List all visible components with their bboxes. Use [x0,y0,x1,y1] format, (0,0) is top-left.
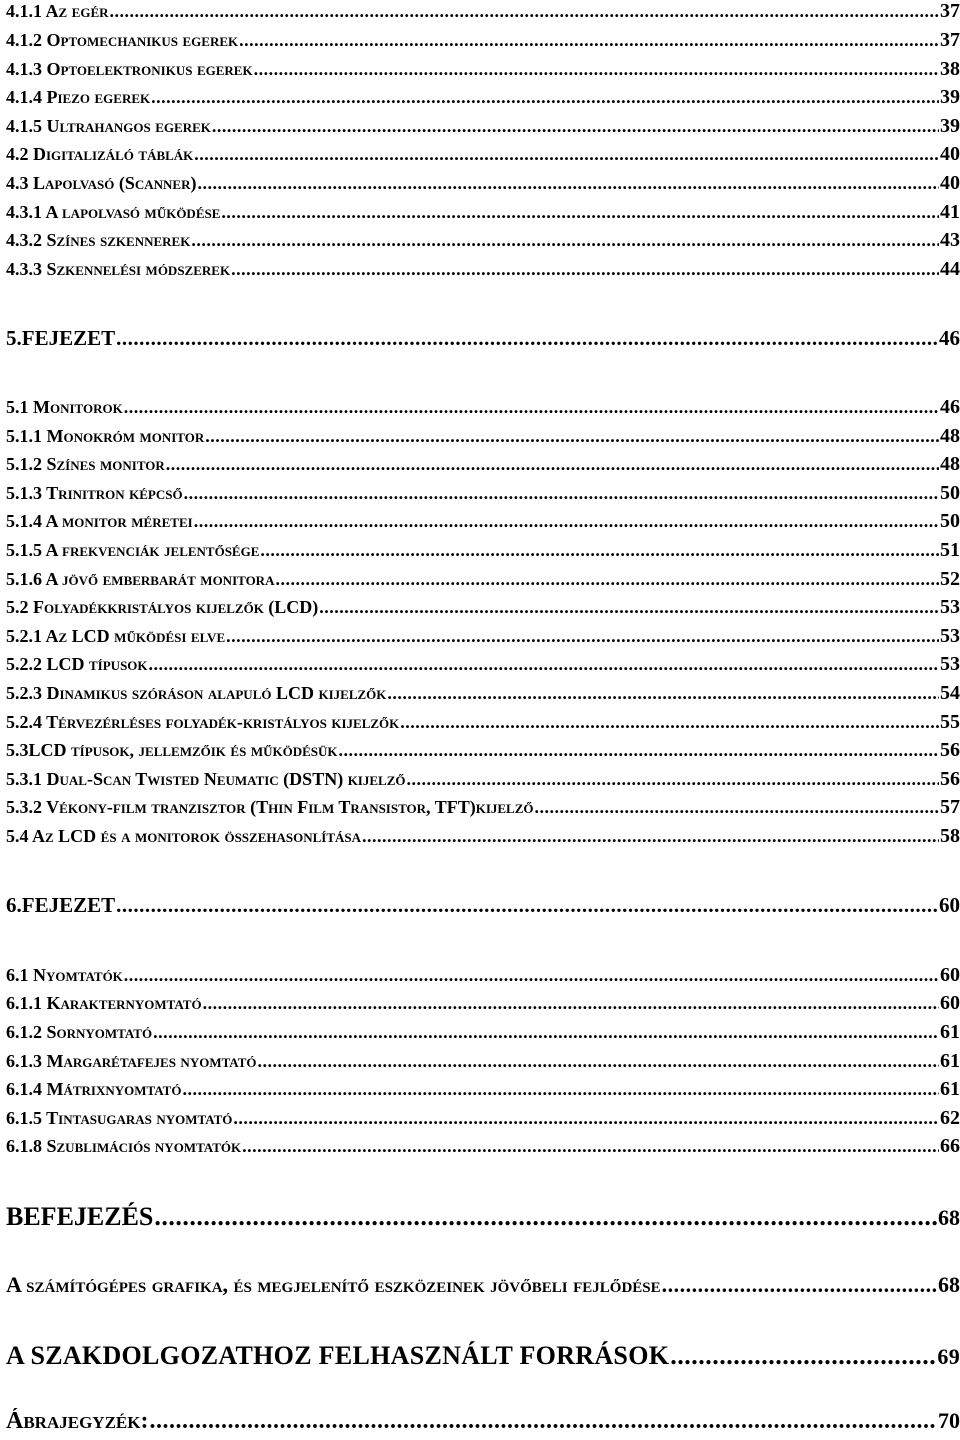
toc-entry-title: 5.1 Monitorok [6,397,123,417]
toc-entry-page: 46 [939,326,960,350]
toc-entry[interactable] [6,482,960,505]
toc-entry-title: 6.1.3 Margarétafejes nyomtató [6,1051,257,1071]
dot-leader [406,769,939,790]
toc-entry-title: 6.1.5 Tintasugaras nyomtató [6,1108,233,1128]
toc-entry-page: 41 [940,201,960,223]
toc-entry-page: 43 [940,229,960,251]
toc-entry-page: 40 [940,143,960,165]
toc-entry-title: 4.1.1 Az egér [6,1,109,21]
toc-entry-title: 4.1.2 Optomechanikus egerek [6,30,239,50]
toc-entry-title: 5.2.2 LCD típusok [6,654,148,674]
dot-leader [362,826,939,847]
toc-entry[interactable] [6,0,960,23]
dot-leader [116,893,938,918]
dot-leader [233,1108,939,1129]
toc-entry-title: 6.1.4 Mátrixnyomtató [6,1079,182,1099]
toc-entry-title: 5.FEJEZET [6,326,116,350]
dot-leader [670,1341,936,1371]
toc-entry[interactable] [6,115,960,138]
toc-entry-title: 5.3LCD típusok, jellemzőik és működésük [6,740,338,760]
toc-entry-page: 61 [940,1021,960,1043]
toc-entry[interactable] [6,568,960,591]
dot-leader [260,540,939,561]
toc-entry-title: 6.1.2 Sornyomtató [6,1022,153,1042]
dot-leader [191,230,939,251]
dot-leader [400,712,939,733]
toc-entry-page: 37 [940,29,960,51]
toc-entry-title: 4.3 Lapolvasó (Scanner) [6,173,197,193]
toc-entry[interactable] [6,992,960,1015]
dot-leader [203,993,939,1014]
toc-entry[interactable] [6,739,960,762]
dot-leader [154,1202,937,1232]
toc-entry[interactable] [6,229,960,252]
toc-entry-title: 6.1 Nyomtatók [6,965,123,985]
toc-chapter-entry[interactable] [6,893,960,918]
toc-entry-title: A számítógépes grafika, és megjelenítő eszközeinek jövőbeli fejlődése [6,1272,661,1297]
toc-entry-title: Ábrajegyzék: [6,1408,149,1434]
toc-entry-page: 66 [940,1135,960,1157]
toc-entry-title: 5.1.6 A jövő emberbarát monitora [6,569,275,589]
toc-entry-page: 68 [938,1205,960,1230]
toc-entry[interactable] [6,425,960,448]
toc-entry-page: 39 [940,86,960,108]
toc-entry[interactable] [6,1107,960,1130]
toc-entry-page: 48 [940,453,960,475]
toc-major-entry[interactable] [6,1272,960,1298]
toc-entry[interactable] [6,682,960,705]
toc-entry-page: 58 [940,825,960,847]
dot-leader [275,569,939,590]
toc-entry[interactable] [6,768,960,791]
toc-entry-page: 48 [940,425,960,447]
toc-entry-page: 37 [940,0,960,22]
toc-entry-title: A SZAKDOLGOZATHOZ FELHASZNÁLT FORRÁSOK [6,1341,670,1370]
toc-entry[interactable] [6,58,960,81]
toc-entry-page: 57 [940,796,960,818]
toc-entry-page: 55 [940,711,960,733]
toc-entry-page: 46 [940,396,960,418]
dot-leader [339,740,940,761]
toc-entry-title: BEFEJEZÉS [6,1202,154,1231]
toc-entry-title: 5.2.3 Dinamikus szóráson alapuló LCD kijelzők [6,683,387,703]
toc-entry-page: 61 [940,1078,960,1100]
toc-entry-title: 5.1.3 Trinitron képcső [6,483,183,503]
toc-entry-title: 5.3.1 Dual-Scan Twisted Neumatic (DSTN) kijelző [6,769,406,789]
toc-entry-title: 5.2.4 Térvezérléses folyadék-kristályos kijelzők [6,712,400,732]
toc-entry-title: 4.3.3 Szkennelési módszerek [6,259,231,279]
dot-leader [124,965,939,986]
toc-entry-page: 60 [940,992,960,1014]
dot-leader [258,1051,939,1072]
dot-leader [221,202,939,223]
toc-entry-page: 62 [940,1107,960,1129]
toc-entry[interactable] [6,172,960,195]
dot-leader [124,397,939,418]
dot-leader [231,259,939,280]
toc-entry-title: 4.1.5 Ultrahangos egerek [6,116,211,136]
toc-major-entry[interactable] [6,1408,960,1435]
toc-entry-page: 38 [940,58,960,80]
toc-entry[interactable] [6,625,960,648]
toc-entry[interactable] [6,29,960,52]
dot-leader [182,1079,939,1100]
dot-leader [149,1408,937,1435]
toc-entry[interactable] [6,1021,960,1044]
toc-major-entry[interactable] [6,1341,960,1371]
toc-entry-page: 69 [937,1344,960,1369]
toc-entry-title: 5.2.1 Az LCD működési elve [6,626,226,646]
dot-leader [149,654,939,675]
toc-entry[interactable] [6,1050,960,1073]
toc-entry[interactable] [6,964,960,987]
dot-leader [212,116,939,137]
toc-entry[interactable] [6,258,960,281]
toc-entry-title: 5.1.2 Színes monitor [6,454,165,474]
toc-entry-page: 53 [940,625,960,647]
toc-entry-title: 4.3.2 Színes szkennerek [6,230,191,250]
toc-entry[interactable] [6,539,960,562]
toc-entry[interactable] [6,396,960,419]
toc-entry[interactable] [6,825,960,848]
dot-leader [319,597,939,618]
toc-entry[interactable] [6,510,960,533]
dot-leader [662,1272,937,1298]
toc-entry-page: 68 [938,1272,960,1297]
toc-entry-page: 50 [940,510,960,532]
toc-entry[interactable] [6,86,960,109]
dot-leader [205,426,939,447]
dot-leader [166,454,939,475]
toc-entry-page: 56 [940,768,960,790]
dot-leader [535,797,939,818]
toc-entry[interactable] [6,453,960,476]
toc-entry-title: 4.1.3 Optoelektronikus egerek [6,59,253,79]
toc-entry-title: 5.1.1 Monokróm monitor [6,426,205,446]
dot-leader [153,1022,939,1043]
toc-entry-title: 6.FEJEZET [6,893,116,917]
dot-leader [194,144,939,165]
toc-entry-title: 4.3.1 A lapolvasó működése [6,202,221,222]
toc-entry-page: 70 [938,1408,960,1433]
toc-entry-title: 5.4 Az LCD és a monitorok összehasonlítása [6,826,362,846]
toc-entry-page: 61 [940,1050,960,1072]
toc-entry[interactable] [6,1135,960,1158]
toc-entry-page: 52 [940,568,960,590]
dot-leader [110,1,939,22]
toc-entry-title: 5.2 Folyadékkristályos kijelzők (LCD) [6,597,319,617]
dot-leader [242,1136,939,1157]
dot-leader [194,511,939,532]
toc-entry-title: 6.1.8 Szublimációs nyomtatók [6,1136,242,1156]
toc-entry-page: 53 [940,596,960,618]
toc-entry-page: 60 [939,893,960,917]
toc-entry[interactable] [6,711,960,734]
toc-entry-title: 4.2 Digitalizáló táblák [6,144,194,164]
toc-entry[interactable] [6,201,960,224]
dot-leader [116,326,938,351]
toc-entry-title: 5.1.5 A frekvenciák jelentősége [6,540,260,560]
toc-entry-page: 51 [940,539,960,561]
toc-entry-page: 60 [940,964,960,986]
toc-entry-page: 54 [940,682,960,704]
toc-major-entry[interactable] [6,1202,960,1232]
dot-leader [239,30,939,51]
toc-entry-page: 40 [940,172,960,194]
toc-entry[interactable] [6,1078,960,1101]
toc-entry[interactable] [6,143,960,166]
toc-entry-title: 5.3.2 Vékony-film tranzisztor (Thin Film Transistor, TFT)kijelző [6,797,534,817]
toc-chapter-entry[interactable] [6,326,960,351]
toc-entry-title: 5.1.4 A monitor méretei [6,511,193,531]
dot-leader [387,683,939,704]
toc-entry-title: 4.1.4 Piezo egerek [6,87,151,107]
toc-entry-page: 44 [940,258,960,280]
toc-entry-page: 39 [940,115,960,137]
toc-entry-page: 56 [940,739,960,761]
dot-leader [226,626,939,647]
dot-leader [197,173,939,194]
toc-entry-page: 53 [940,653,960,675]
toc-entry[interactable] [6,796,960,819]
toc-entry-title: 6.1.1 Karakternyomtató [6,993,202,1013]
dot-leader [151,87,939,108]
dot-leader [254,59,939,80]
toc-entry-page: 50 [940,482,960,504]
toc-entry[interactable] [6,653,960,676]
dot-leader [184,483,939,504]
toc-entry[interactable] [6,596,960,619]
